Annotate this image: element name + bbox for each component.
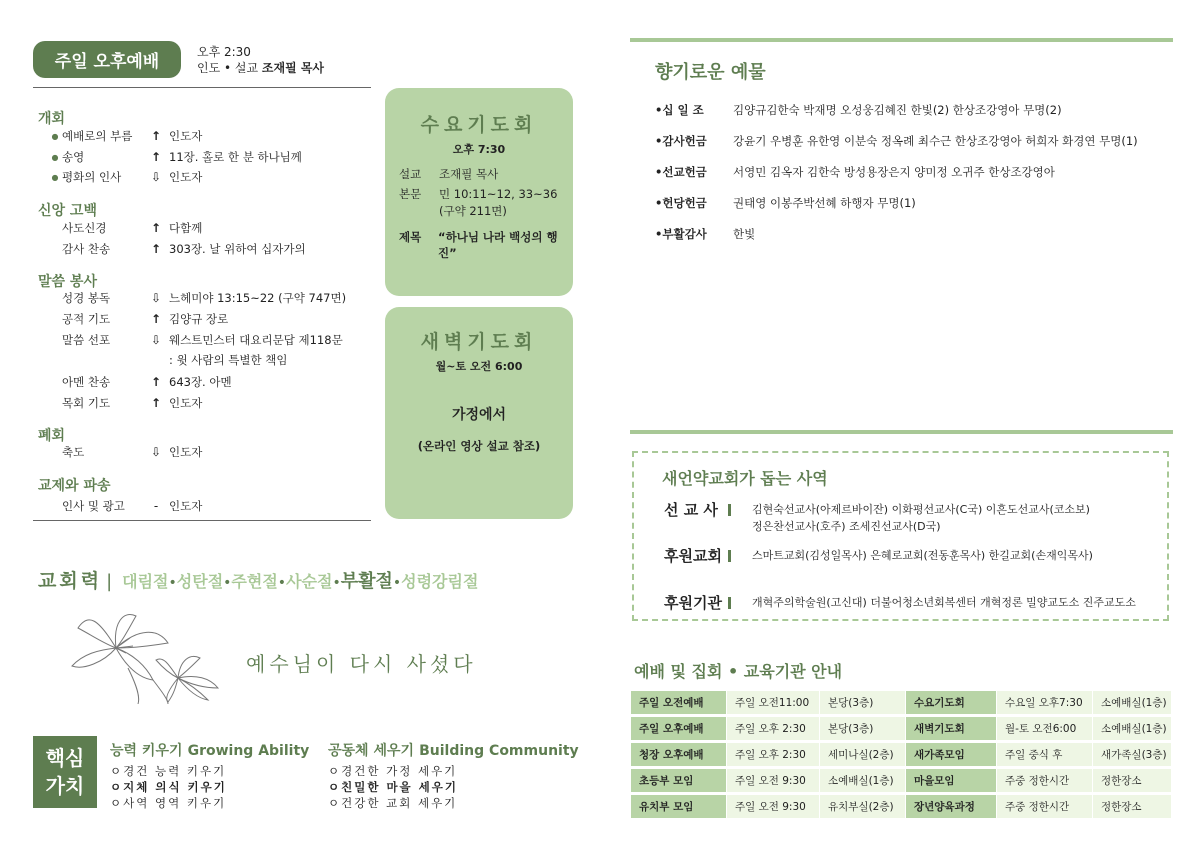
schedule-event: 청장 오후예배 xyxy=(631,743,726,766)
dawn-line2: (온라인 영상 설교 참조) xyxy=(417,439,541,453)
offering-names: 한빛 xyxy=(733,227,756,241)
arrow-down-outline-icon: ⇩ xyxy=(150,445,162,459)
order-item xyxy=(48,241,306,257)
arrow-up-icon: ↑ xyxy=(150,129,162,143)
value-title-ko: 공동체 세우기 xyxy=(328,743,415,759)
schedule-cell: 정한장소 xyxy=(1093,769,1171,792)
schedule-cell: 주일 오전 9:30 xyxy=(727,795,819,818)
mission-line: 개혁주의학술원(고신대) 더불어청소년회복센터 개혁정론 밀양교도소 진주교도소 xyxy=(752,596,1136,609)
schedule-event: 새벽기도회 xyxy=(906,717,996,740)
order-section-heading: 폐회 xyxy=(38,428,66,444)
schedule-cell: 정한장소 xyxy=(1093,795,1171,818)
mission-line: 정은찬선교사(호주) 조세진선교사(D국) xyxy=(752,520,941,533)
wed-row xyxy=(399,186,573,203)
schedule-row xyxy=(631,769,1171,792)
offering-names: 김양규김한숙 박재명 오성웅김혜진 한빛(2) 한상조강영아 무명(2) xyxy=(733,103,1062,117)
schedule-cell: 주중 정한시간 xyxy=(997,769,1092,792)
church-calendar xyxy=(38,566,478,593)
mission-bar-icon xyxy=(728,504,731,516)
season-separator: • xyxy=(223,575,232,591)
season-4: 부활절 xyxy=(340,571,393,592)
schedule-event: 수요기도회 xyxy=(906,691,996,714)
mission-bar-icon xyxy=(728,550,731,562)
schedule-cell: 소예배실(1층) xyxy=(820,769,905,792)
order-item-text: 인도자 xyxy=(169,499,203,513)
calendar-seasons xyxy=(122,567,478,593)
mission-category: 후원기관 xyxy=(664,594,722,612)
schedule-title: 예배 및 집회 • 교육기관 안내 xyxy=(634,662,843,681)
dawn-prayer-box xyxy=(385,307,573,519)
order-item-text: 김양규 장로 xyxy=(169,312,229,326)
value-title-en: Growing Ability xyxy=(187,743,310,759)
offerings-top-rule xyxy=(630,38,1173,42)
order-section-heading: 개회 xyxy=(38,111,66,127)
value-col-ability xyxy=(110,740,309,811)
offering-names: 강윤기 우병훈 유한영 이분숙 정옥례 최수근 한상조강영아 허희자 화경연 무명(1) xyxy=(733,134,1138,148)
order-item xyxy=(48,374,232,390)
wed-row xyxy=(399,166,573,186)
order-item-label: 아멘 찬송 xyxy=(62,375,111,389)
schedule-cell: 소예배실(1층) xyxy=(1093,717,1171,740)
order-item-text: : 윗 사람의 특별한 책임 xyxy=(169,353,288,367)
order-item-text: 인도자 xyxy=(169,445,203,459)
schedule-cell: 새가족실(3층) xyxy=(1093,743,1171,766)
value-item: ㅇ사역 영역 키우기 xyxy=(110,796,227,810)
season-separator: • xyxy=(332,575,341,591)
wed-value: 민 10:11~12, 33~36 xyxy=(439,187,558,201)
schedule-cell: 수요일 오후7:30 xyxy=(997,691,1092,714)
season-0: 대림절 xyxy=(122,572,169,591)
offering-row xyxy=(655,164,1055,180)
order-section-heading: 말씀 봉사 xyxy=(38,274,97,290)
schedule-cell: 주일 중식 후 xyxy=(997,743,1092,766)
lily-illustration xyxy=(68,608,226,704)
order-item-label: 사도신경 xyxy=(62,221,107,235)
header-divider xyxy=(33,87,371,88)
value-col-community xyxy=(328,740,579,811)
order-item-text: 느헤미야 13:15~22 (구약 747면) xyxy=(169,291,347,305)
wednesday-prayer-box xyxy=(385,88,573,296)
wed-value: (구약 211면) xyxy=(439,204,507,218)
order-item xyxy=(48,332,343,348)
order-section-heading: 신앙 고백 xyxy=(38,203,97,219)
missions-title: 새언약교회가 돕는 사역 xyxy=(662,469,828,488)
order-item-label: 송영 xyxy=(62,150,85,164)
mission-line: 김현숙선교사(아제르바이잔) 이화평선교사(C국) 이흔도선교사(코소보) xyxy=(752,503,1090,516)
arrow-down-outline-icon: ⇩ xyxy=(150,333,162,347)
easter-slogan: 예수님이 다시 사셨다 xyxy=(246,652,477,676)
season-5: 성령강림절 xyxy=(401,572,479,591)
order-item-text: 303장. 날 위하여 십자가의 xyxy=(169,242,306,256)
order-item-label: 말씀 선포 xyxy=(62,333,111,347)
arrow-down-outline-icon: ⇩ xyxy=(150,170,162,184)
schedule-cell: 주중 정한시간 xyxy=(997,795,1092,818)
order-item-label: 축도 xyxy=(62,445,85,459)
schedule-event: 장년양육과정 xyxy=(906,795,996,818)
schedule-row xyxy=(631,743,1171,766)
arrow-up-icon: ↑ xyxy=(150,150,162,164)
offering-row xyxy=(655,226,755,242)
offering-row xyxy=(655,102,1062,118)
schedule-event: 마을모임 xyxy=(906,769,996,792)
dawn-title: 새벽기도회 xyxy=(420,331,538,353)
schedule-cell: 세미나실(2층) xyxy=(820,743,905,766)
mission-category: 후원교회 xyxy=(664,547,722,565)
core-values-badge-1: 핵심 xyxy=(45,746,85,770)
order-item-label: 공적 기도 xyxy=(62,312,111,326)
offering-names: 권태영 이봉주박선혜 하행자 무명(1) xyxy=(733,196,916,210)
preacher-prefix: 인도 • 설교 xyxy=(197,61,262,75)
order-item-text: 인도자 xyxy=(169,170,203,184)
offering-row xyxy=(655,133,1138,149)
order-section-heading: 교제와 파송 xyxy=(38,478,111,494)
bullet-icon: ● xyxy=(51,131,59,141)
order-item-text: 643장. 아멘 xyxy=(169,375,232,389)
season-separator: • xyxy=(277,575,287,591)
schedule-event: 유치부 모임 xyxy=(631,795,726,818)
schedule-cell: 주일 오후 2:30 xyxy=(727,717,819,740)
wednesday-details xyxy=(399,166,573,260)
wed-key xyxy=(399,203,439,229)
arrow-down-outline-icon: ⇩ xyxy=(150,291,162,305)
schedule-cell: 본당(3층) xyxy=(820,717,905,740)
wed-key: 제목 xyxy=(399,230,422,244)
order-item xyxy=(48,290,346,306)
schedule-row xyxy=(631,717,1171,740)
wed-value: “하나님 나라 백성의 행진” xyxy=(438,230,558,260)
order-item xyxy=(48,311,228,327)
value-title-en: Building Community xyxy=(419,743,579,759)
offering-type: •헌당헌금 xyxy=(655,196,707,210)
order-item-label: 성경 봉독 xyxy=(62,291,111,305)
order-item xyxy=(48,220,202,236)
calendar-bar: | xyxy=(106,571,113,592)
bullet-icon: ● xyxy=(51,152,59,162)
season-separator: • xyxy=(168,575,177,591)
order-item xyxy=(48,128,202,144)
order-item xyxy=(48,498,202,514)
afternoon-service-pill xyxy=(33,41,181,78)
wednesday-time: 오후 7:30 xyxy=(452,143,506,156)
offering-type: •십 일 조 xyxy=(655,103,704,117)
season-1: 성탄절 xyxy=(176,572,224,591)
schedule-cell: 주일 오전 9:30 xyxy=(727,769,819,792)
offering-type: •선교헌금 xyxy=(655,165,707,179)
season-2: 주현절 xyxy=(231,572,278,591)
order-item-text: 웨스트민스터 대요리문답 제118문 xyxy=(169,333,343,347)
offerings-title: 향기로운 예물 xyxy=(655,62,766,83)
arrow-up-icon: ↑ xyxy=(150,221,162,235)
wed-value: 조재필 목사 xyxy=(439,167,499,181)
order-item xyxy=(48,169,202,185)
schedule-cell: 소예배실(1층) xyxy=(1093,691,1171,714)
preacher-name: 조재필 목사 xyxy=(261,61,325,75)
arrow-up-icon: ↑ xyxy=(150,375,162,389)
offering-row xyxy=(655,195,916,211)
schedule-cell: 본당(3층) xyxy=(820,691,905,714)
order-bottom-divider xyxy=(33,520,371,521)
wed-key: 설교 xyxy=(399,167,422,181)
value-item: ㅇ경건 능력 키우기 xyxy=(110,764,227,778)
season-3: 사순절 xyxy=(286,572,333,591)
order-item-label: 예배로의 부름 xyxy=(62,129,133,143)
schedule-cell: 월-토 오전6:00 xyxy=(997,717,1092,740)
order-item-text: 인도자 xyxy=(169,396,203,410)
offering-type: •감사헌금 xyxy=(655,134,707,148)
dawn-time: 월~토 오전 6:00 xyxy=(435,360,523,373)
order-item-text: 11장. 홀로 한 분 하나님께 xyxy=(169,150,302,164)
schedule-event: 초등부 모임 xyxy=(631,769,726,792)
schedule-cell: 유치부실(2층) xyxy=(820,795,905,818)
core-values-badge-2: 가치 xyxy=(45,774,85,798)
offering-type: •부활감사 xyxy=(655,227,707,241)
order-item xyxy=(48,395,202,411)
schedule-cell: 주일 오전11:00 xyxy=(727,691,819,714)
order-item xyxy=(48,352,287,368)
dawn-line1: 가정에서 xyxy=(451,407,507,423)
mission-bar-icon xyxy=(728,597,731,609)
missions-top-rule xyxy=(630,430,1173,434)
order-item-text: 다함께 xyxy=(169,221,203,235)
order-item-label: 평화의 인사 xyxy=(62,170,122,184)
schedule-cell: 주일 오후 2:30 xyxy=(727,743,819,766)
value-title-ko: 능력 키우기 xyxy=(110,743,183,759)
wed-row xyxy=(399,229,573,260)
arrow-up-icon: ↑ xyxy=(150,396,162,410)
order-item-text: 인도자 xyxy=(169,129,203,143)
schedule-event: 주일 오전예배 xyxy=(631,691,726,714)
order-item-label: 인사 및 광고 xyxy=(62,499,125,513)
season-separator: • xyxy=(392,575,402,591)
arrow-up-icon: ↑ xyxy=(150,312,162,326)
mission-line: 스마트교회(김성일목사) 은혜로교회(전동훈목사) 한길교회(손재익목사) xyxy=(752,549,1093,562)
order-item xyxy=(48,149,302,165)
afternoon-preacher xyxy=(197,59,324,76)
value-item: ㅇ친밀한 마을 세우기 xyxy=(328,780,458,794)
value-item: ㅇ건강한 교회 세우기 xyxy=(328,796,458,810)
order-item xyxy=(48,444,202,460)
offering-names: 서영민 김옥자 김한숙 방성용장은지 양미정 오귀주 한상조강영아 xyxy=(733,165,1055,179)
mission-category: 선 교 사 xyxy=(664,501,718,519)
schedule-event: 새가족모임 xyxy=(906,743,996,766)
wed-key: 본문 xyxy=(399,187,422,201)
afternoon-time: 오후 2:30 xyxy=(197,45,251,59)
order-item-label: 감사 찬송 xyxy=(62,242,111,256)
schedule-row xyxy=(631,691,1171,714)
afternoon-service-title: 주일 오후예배 xyxy=(54,52,160,72)
order-item-label: 목회 기도 xyxy=(62,396,111,410)
schedule-event: 주일 오후예배 xyxy=(631,717,726,740)
core-values-badge xyxy=(33,736,97,808)
schedule-table xyxy=(630,688,1172,821)
bullet-icon: ● xyxy=(51,172,59,182)
wed-row xyxy=(399,203,573,229)
calendar-label: 교회력 xyxy=(38,570,103,592)
schedule-row xyxy=(631,795,1171,818)
value-item: ㅇ지체 의식 키우기 xyxy=(110,780,227,794)
arrow-up-icon: ↑ xyxy=(150,242,162,256)
dash-icon: - xyxy=(153,499,159,513)
value-item: ㅇ경건한 가정 세우기 xyxy=(328,764,458,778)
wednesday-title: 수요기도회 xyxy=(420,114,538,136)
